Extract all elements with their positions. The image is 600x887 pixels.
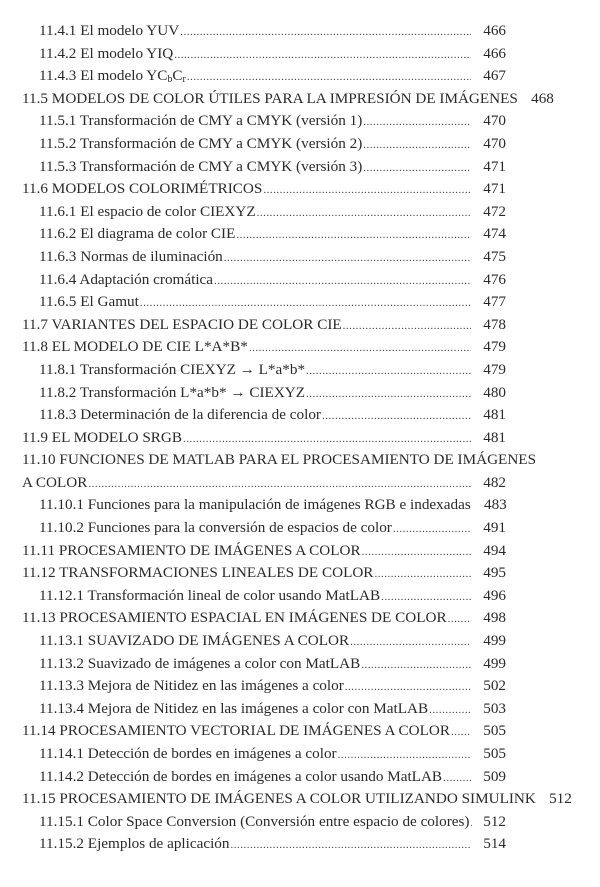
entry-title-text: 11.4.3 El modelo YC: [39, 67, 168, 85]
page-number: 498: [483, 609, 506, 627]
page-number: 512: [483, 812, 506, 830]
entry-title-text: 11.14 PROCESAMIENTO VECTORIAL DE IMÁGENES A COLOR: [22, 722, 450, 740]
toc-section-entry[interactable]: [0, 427, 600, 450]
entry-title: [39, 65, 186, 88]
entry-title: [39, 382, 305, 405]
dot-leader: [363, 111, 471, 134]
page-number: 499: [483, 654, 506, 672]
toc-subsection-entry[interactable]: [0, 743, 600, 766]
entry-title: [39, 20, 179, 43]
entry-title-text: 11.13.4 Mejora de Nitidez en las imágenes a color con MatLAB: [39, 699, 429, 717]
toc-subsection-entry[interactable]: [0, 698, 600, 721]
entry-title-text: 11.4.2 El modelo YIQ: [39, 44, 174, 62]
toc-section-entry[interactable]: [0, 314, 600, 337]
toc-section-entry[interactable]: [0, 720, 600, 743]
dot-leader: [224, 247, 471, 270]
page-number: 480: [483, 383, 506, 401]
toc-subsection-entry[interactable]: [0, 156, 600, 179]
toc-subsection-entry[interactable]: [0, 246, 600, 269]
entry-title: [39, 517, 392, 540]
entry-title: [39, 653, 360, 676]
entry-title-text: 11.5.1 Transformación de CMY a CMYK (versión 1): [39, 112, 363, 130]
page-number: 470: [483, 134, 506, 152]
toc-subsection-entry[interactable]: [0, 359, 600, 382]
dot-leader: [338, 744, 471, 767]
entry-title: [22, 314, 342, 337]
entry-title-text: 11.6 MODELOS COLORIMÉTRICOS: [22, 180, 263, 198]
toc-subsection-entry[interactable]: [0, 291, 600, 314]
toc-subsection-entry[interactable]: [0, 65, 600, 88]
entry-title: [39, 766, 442, 789]
dot-leader: [263, 179, 471, 202]
entry-title: [39, 43, 173, 66]
page-number: 509: [483, 767, 506, 785]
entry-title-text: 11.11 PROCESAMIENTO DE IMÁGENES A COLOR: [22, 541, 361, 559]
entry-title: [39, 246, 223, 269]
entry-title-text: 11.15 PROCESAMIENTO DE IMÁGENES A COLOR UTILIZANDO SIMULINK: [22, 790, 536, 808]
toc-subsection-entry[interactable]: [0, 675, 600, 698]
entry-title-text: A COLOR: [22, 473, 88, 491]
entry-title: [39, 133, 362, 156]
entry-title-text: 11.5.3 Transformación de CMY a CMYK (versión 3): [39, 157, 363, 175]
page-number: 505: [483, 722, 506, 740]
entry-title: [22, 788, 536, 811]
toc-section-entry[interactable]: [0, 562, 600, 585]
toc-subsection-entry[interactable]: [0, 20, 600, 43]
dot-leader: [236, 224, 471, 247]
page-number: 466: [483, 22, 506, 39]
dot-leader: [345, 676, 471, 699]
entry-title-text: 11.8.3 Determinación de la diferencia de color: [39, 406, 321, 424]
entry-title-text: 11.5 MODELOS DE COLOR ÚTILES PARA LA IMPRESIÓN DE IMÁGENES: [22, 89, 518, 107]
page-number: 468: [531, 89, 554, 107]
toc-section-entry[interactable]: [0, 88, 600, 111]
entry-title-text: 11.6.5 El Gamut: [39, 293, 139, 311]
dot-leader: [381, 586, 471, 609]
entry-title-text: 11.13.1 SUAVIZADO DE IMÁGENES A COLOR: [39, 632, 350, 650]
entry-title-text: 11.10.2 Funciones para la conversión de espacios de color: [39, 519, 392, 537]
page-number: 471: [483, 157, 506, 175]
toc-subsection-entry[interactable]: [0, 517, 600, 540]
page-number: 494: [483, 541, 506, 559]
toc-subsection-entry[interactable]: [0, 269, 600, 292]
dot-leader: [140, 292, 471, 315]
entry-title: [22, 472, 87, 495]
page-number: 475: [483, 247, 506, 265]
entry-title-text: 11.13.2 Suavizado de imágenes a color con MatLAB: [39, 654, 361, 672]
entry-title-text: 11.12 TRANSFORMACIONES LINEALES DE COLOR: [22, 564, 374, 582]
entry-title: [39, 269, 213, 292]
toc-subsection-entry[interactable]: [0, 585, 600, 608]
page-number: 512: [549, 790, 572, 808]
subscript: b: [167, 74, 173, 86]
entry-title: [22, 607, 447, 630]
entry-title: [22, 540, 361, 563]
toc-subsection-entry[interactable]: [0, 653, 600, 676]
dot-leader: [88, 473, 471, 496]
entry-title-text: 11.8.1 Transformación CIEXYZ → L*a*b*: [39, 360, 306, 378]
entry-title: [39, 494, 471, 517]
entry-title: [39, 223, 235, 246]
entry-title: [39, 630, 349, 653]
page-number: 478: [483, 315, 506, 333]
toc-subsection-entry[interactable]: [0, 223, 600, 246]
dot-leader: [350, 631, 471, 654]
entry-title: [22, 88, 518, 111]
entry-title-text: 11.6.4 Adaptación cromática: [39, 270, 214, 288]
dot-leader: [361, 654, 471, 677]
page-number: 496: [483, 586, 506, 604]
dot-leader: [187, 66, 471, 89]
page-number: 495: [483, 564, 506, 582]
entry-title-text: 11.8 EL MODELO DE CIE L*A*B*: [22, 338, 248, 356]
entry-title-text: 11.6.2 El diagrama de color CIE: [39, 225, 236, 243]
entry-title-text: 11.14.2 Detección de bordes en imágenes a color usando MatLAB: [39, 767, 443, 785]
entry-title-text: 11.6.1 El espacio de color CIEXYZ: [39, 202, 256, 220]
toc-section-entry[interactable]: [0, 607, 600, 630]
page-number: 476: [483, 270, 506, 288]
entry-title-text: 11.7 VARIANTES DEL ESPACIO DE COLOR CIE: [22, 315, 342, 333]
entry-title: [39, 833, 230, 856]
dot-leader: [448, 608, 471, 631]
entry-title-text: C: [172, 67, 183, 85]
dot-leader: [249, 337, 471, 360]
dot-leader: [363, 157, 471, 180]
dot-leader: [363, 134, 471, 157]
toc-subsection-entry[interactable]: [0, 201, 600, 224]
page-number: 481: [483, 428, 506, 446]
entry-title-text: 11.13.3 Mejora de Nitidez en las imágenes a color: [39, 677, 344, 695]
dot-leader: [174, 44, 471, 67]
toc-section-entry[interactable]: [0, 336, 600, 359]
dot-leader: [429, 699, 471, 722]
entry-title: [22, 178, 262, 201]
entry-title: [39, 585, 380, 608]
entry-title-text: 11.12.1 Transformación lineal de color usando MatLAB: [39, 586, 381, 604]
entry-title: [39, 743, 337, 766]
dot-leader: [306, 383, 471, 406]
entry-title: [22, 336, 248, 359]
page-number: 474: [483, 225, 506, 243]
dot-leader: [214, 270, 471, 293]
toc-subsection-entry[interactable]: [0, 811, 600, 834]
entry-title-text: 11.5.2 Transformación de CMY a CMYK (versión 2): [39, 134, 363, 152]
toc-section-entry[interactable]: [0, 449, 600, 472]
dot-leader: [180, 21, 471, 44]
entry-title: [39, 359, 305, 382]
dot-leader: [362, 541, 471, 564]
page-number: 483: [483, 496, 507, 514]
toc-subsection-entry[interactable]: [0, 382, 600, 405]
entry-title: [39, 675, 344, 698]
toc-section-entry[interactable]: [0, 540, 600, 563]
subscript: r: [182, 74, 186, 86]
page-number: 503: [483, 699, 506, 717]
entry-title-text: 11.10.1 Funciones para la manipulación de imágenes RGB e indexadas: [39, 496, 471, 514]
entry-title: [39, 201, 256, 224]
dot-leader: [257, 202, 471, 225]
page-number: 481: [483, 406, 506, 424]
entry-title: [39, 404, 321, 427]
dot-leader: [322, 405, 471, 428]
page-number: 499: [483, 632, 506, 650]
dot-leader: [451, 721, 471, 744]
table-of-contents: [0, 20, 600, 856]
page-number: 471: [483, 180, 506, 198]
entry-title-text: 11.6.3 Normas de iluminación: [39, 247, 223, 265]
toc-subsection-entry[interactable]: [0, 494, 600, 517]
entry-title: [22, 427, 182, 450]
page-number: 502: [483, 677, 506, 695]
toc-subsection-entry[interactable]: [0, 833, 600, 856]
page-number: 479: [483, 338, 506, 356]
toc-section-entry[interactable]: [0, 788, 600, 811]
toc-section-entry[interactable]: [0, 472, 600, 495]
entry-title: [39, 811, 470, 834]
toc-section-entry[interactable]: [0, 178, 600, 201]
entry-title: [39, 110, 362, 133]
page-number: 514: [483, 835, 506, 853]
entry-title-text: 11.4.1 El modelo YUV: [39, 22, 180, 39]
page-number: 482: [483, 473, 506, 491]
entry-title: [22, 449, 536, 472]
toc-subsection-entry[interactable]: [0, 766, 600, 789]
page-number: 472: [483, 202, 506, 220]
dot-leader: [183, 428, 471, 451]
toc-subsection-entry[interactable]: [0, 110, 600, 133]
page-number: 491: [483, 519, 506, 537]
entry-title-text: 11.8.2 Transformación L*a*b* → CIEXYZ: [39, 383, 306, 401]
toc-subsection-entry[interactable]: [0, 43, 600, 66]
dot-leader: [343, 315, 471, 338]
dot-leader: [306, 360, 471, 383]
dot-leader: [393, 518, 471, 541]
toc-subsection-entry[interactable]: [0, 404, 600, 427]
dot-leader: [443, 767, 471, 790]
entry-title: [39, 698, 428, 721]
dot-leader: [231, 834, 472, 857]
entry-title-text: 11.15.2 Ejemplos de aplicación: [39, 835, 230, 853]
page-number: 467: [483, 67, 506, 85]
entry-title-text: 11.9 EL MODELO SRGB: [22, 428, 183, 446]
dot-leader: [471, 812, 472, 835]
page-number: 477: [483, 293, 506, 311]
dot-leader: [374, 563, 471, 586]
page-number: 466: [483, 44, 506, 62]
entry-title-text: 11.14.1 Detección de bordes en imágenes a color: [39, 745, 337, 762]
entry-title-text: 11.10 FUNCIONES DE MATLAB PARA EL PROCESAMIENTO DE IMÁGENES: [22, 451, 537, 469]
entry-title: [22, 720, 450, 743]
entry-title-text: 11.13 PROCESAMIENTO ESPACIAL EN IMÁGENES DE COLOR: [22, 609, 447, 627]
entry-title-text: 11.15.1 Color Space Conversion (Conversión entre espacio de colores): [39, 812, 470, 830]
entry-title: [39, 156, 362, 179]
page-number: 479: [483, 360, 506, 378]
toc-subsection-entry[interactable]: [0, 630, 600, 653]
page-number: 505: [483, 745, 506, 762]
toc-subsection-entry[interactable]: [0, 133, 600, 156]
page-number: 470: [483, 112, 506, 130]
entry-title: [22, 562, 373, 585]
entry-title: [39, 291, 139, 314]
